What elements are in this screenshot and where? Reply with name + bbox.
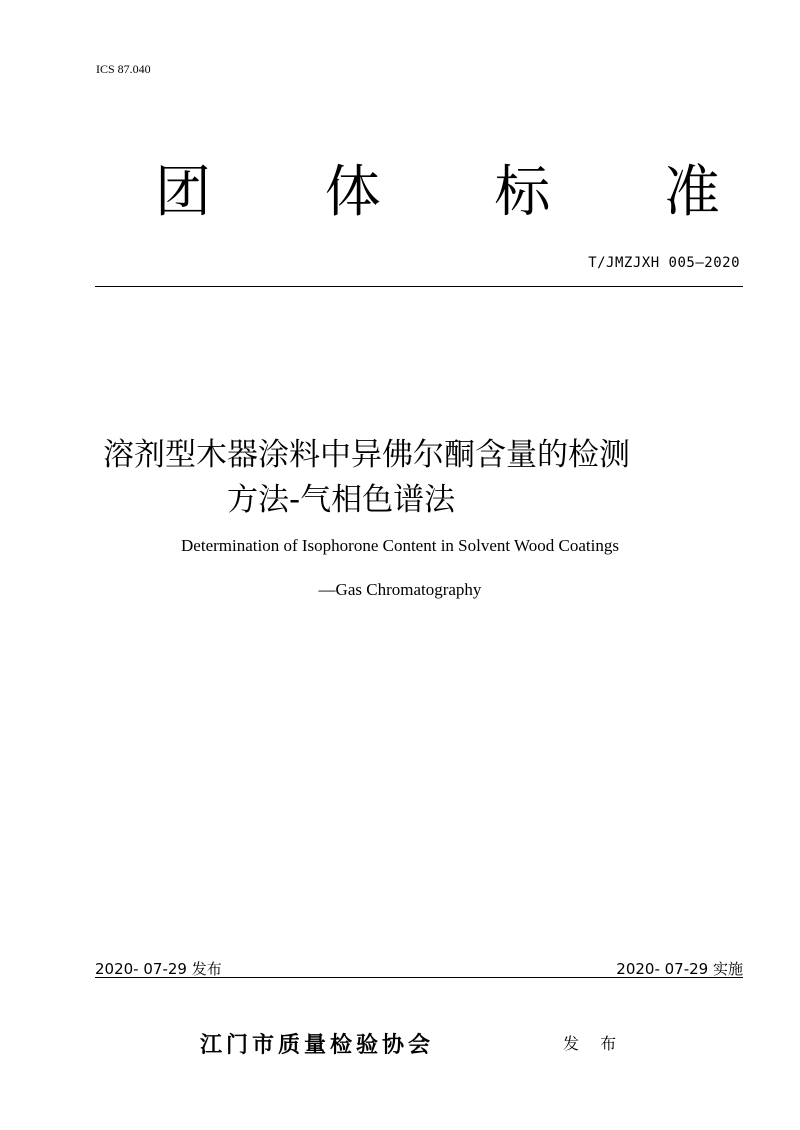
category-char-1: 团 <box>155 160 211 225</box>
standard-number: T/JMZJXH 005—2020 <box>588 255 740 271</box>
top-divider <box>95 286 743 287</box>
ics-code: ICS 87.040 <box>96 62 151 76</box>
category-char-4: 准 <box>663 160 720 225</box>
chinese-title-line-2: 方法-气相色谱法 <box>227 482 456 518</box>
standard-category-title <box>155 160 720 226</box>
bottom-divider <box>95 977 743 978</box>
category-char-3: 标 <box>494 160 551 225</box>
implementation-date: 2020- 07-29 实施 <box>616 960 743 978</box>
publisher-name: 江门市质量检验协会 <box>200 1032 435 1058</box>
publish-date: 2020- 07-29 发布 <box>95 960 222 978</box>
publish-label: 发 布 <box>563 1034 625 1053</box>
category-char-2: 体 <box>324 160 381 225</box>
english-title-line-1: Determination of Isophorone Content in Solvent Wood Coatings <box>181 536 619 555</box>
chinese-title-line-1: 溶剂型木器涂料中异佛尔酮含量的检测 <box>103 437 630 473</box>
english-title-line-2: —Gas Chromatography <box>318 580 482 599</box>
